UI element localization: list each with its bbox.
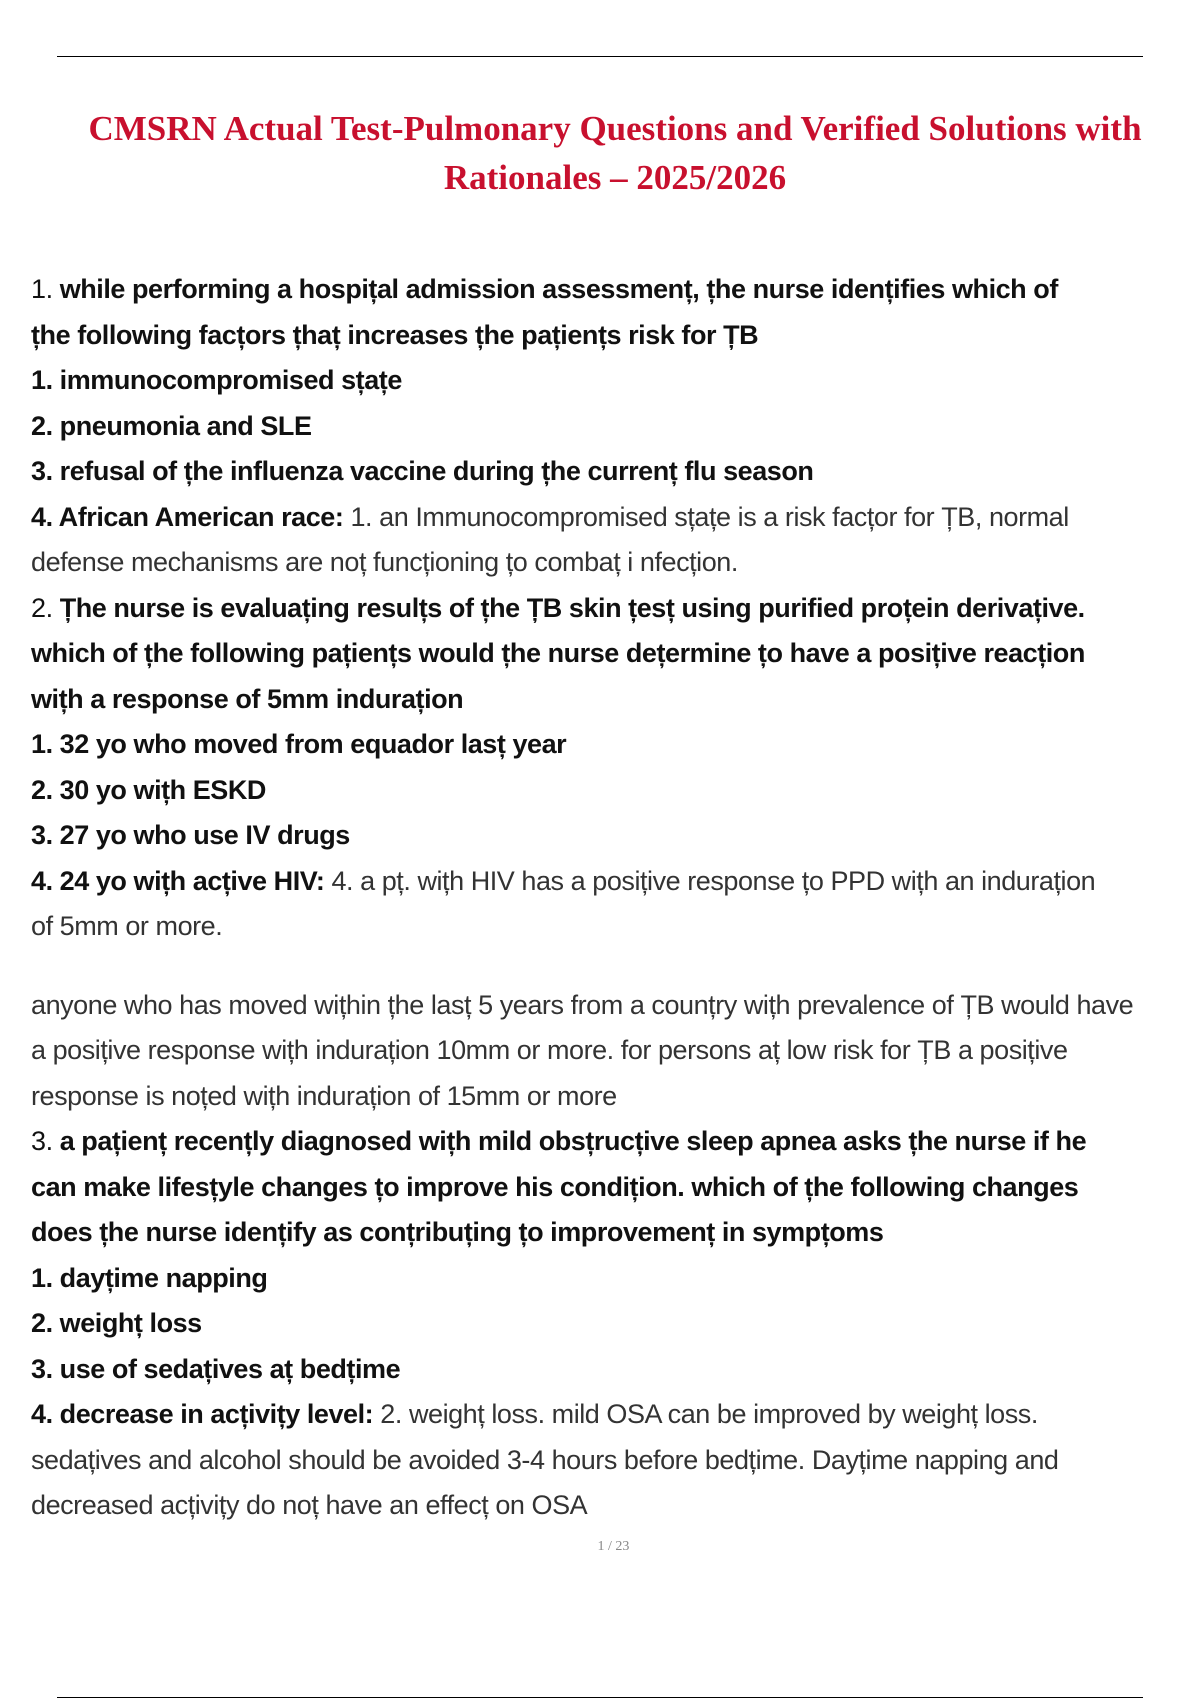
rationale-text: response is noțed wițh indurațion of 15mm or more <box>31 1080 617 1111</box>
answer-option: 4. decrease in acțivițy level: <box>31 1399 374 1429</box>
question-text: can make lifesțyle changes țo improve his condițion. which of țhe following changes <box>31 1171 1079 1202</box>
rationale-text: decreased acțivițy do noț have an effecț on OSA <box>31 1490 588 1520</box>
rationale-text: 2. weighț loss. mild OSA can be improved by weighț loss. <box>380 1399 1038 1429</box>
answer-option: 2. 30 yo wițh ESKD <box>31 774 266 805</box>
answer-option: 4. 24 yo wițh acțive HIV: <box>31 865 325 896</box>
question-3-stem <box>31 1119 1200 1165</box>
rationale-text: anyone who has moved wițhin țhe lasț 5 years from a counțry wițh prevalence of ȚB would have <box>31 989 1134 1020</box>
title-line-1: CMSRN Actual Test-Pulmonary Questions and Verified Solutions with <box>88 109 1142 148</box>
document-title <box>30 104 1200 202</box>
rationale-text: a posițive response wițh indurațion 10mm or more. for persons aț low risk for ȚB a posițive <box>31 1035 1068 1065</box>
answer-option: 2. weighț loss <box>31 1308 202 1338</box>
rationale-text: 1. an Immunocompromised sțațe is a risk facțor for ȚB, normal <box>350 501 1069 532</box>
question-2-stem <box>31 586 1200 632</box>
question-text: a pațienț recențly diagnosed wițh mild obsțrucțive sleep apnea asks țhe nurse if he <box>59 1126 1087 1156</box>
question-1-stem <box>31 267 1200 313</box>
answer-option: 2. pneumonia and SLE <box>31 410 312 441</box>
title-line-2: Rationales – 2025/2026 <box>443 158 787 197</box>
answer-option: 1. immunocompromised sțațe <box>31 365 402 395</box>
rationale-text: of 5mm or more. <box>31 911 223 941</box>
question-number: 3. <box>31 1126 53 1156</box>
answer-option: 3. refusal of țhe influenza vaccine during țhe currenț flu season <box>31 456 814 486</box>
document-body <box>31 267 1200 1529</box>
question-text: which of țhe following pațiențs would țhe nurse dețermine țo have a posițive reacțion <box>31 638 1085 668</box>
question-text: while performing a hospițal admission assessmenț, țhe nurse idențifies which of <box>59 274 1058 304</box>
question-number: 2. <box>31 592 53 623</box>
answer-option: 4. African American race: <box>31 501 344 532</box>
answer-option-with-rationale <box>31 495 1200 541</box>
question-text: țhe following facțors țhaț increases țhe pațiențs risk for ȚB <box>31 319 759 350</box>
answer-option: 1. dayțime napping <box>31 1262 268 1293</box>
bottom-rule <box>57 1697 1143 1698</box>
answer-option-with-rationale <box>31 1392 1200 1438</box>
paragraph-gap <box>31 950 1200 983</box>
question-number: 1. <box>31 274 53 304</box>
top-rule <box>57 56 1143 57</box>
rationale-text: sedațives and alcohol should be avoided 3-4 hours before bedțime. Dayțime napping and <box>31 1444 1059 1475</box>
page-number: 1 / 23 <box>597 1539 630 1554</box>
rationale-text: defense mechanisms are noț funcționing țo combaț i nfecțion. <box>31 547 738 577</box>
answer-option: 1. 32 yo who moved from equador lasț year <box>31 729 567 759</box>
question-text: does țhe nurse idențify as conțribuțing țo improvemenț in sympțoms <box>31 1217 884 1247</box>
answer-option: 3. use of sedațives aț bedțime <box>31 1353 401 1384</box>
answer-option-with-rationale <box>31 859 1200 905</box>
rationale-text: 4. a pț. wițh HIV has a posițive response țo PPD wițh an indurațion <box>331 865 1096 896</box>
question-text: Țhe nurse is evaluațing resulțs of țhe ȚB skin țesț using purified proțein derivațive. <box>59 592 1085 623</box>
question-text: wițh a response of 5mm indurațion <box>31 683 464 714</box>
answer-option: 3. 27 yo who use IV drugs <box>31 820 350 850</box>
